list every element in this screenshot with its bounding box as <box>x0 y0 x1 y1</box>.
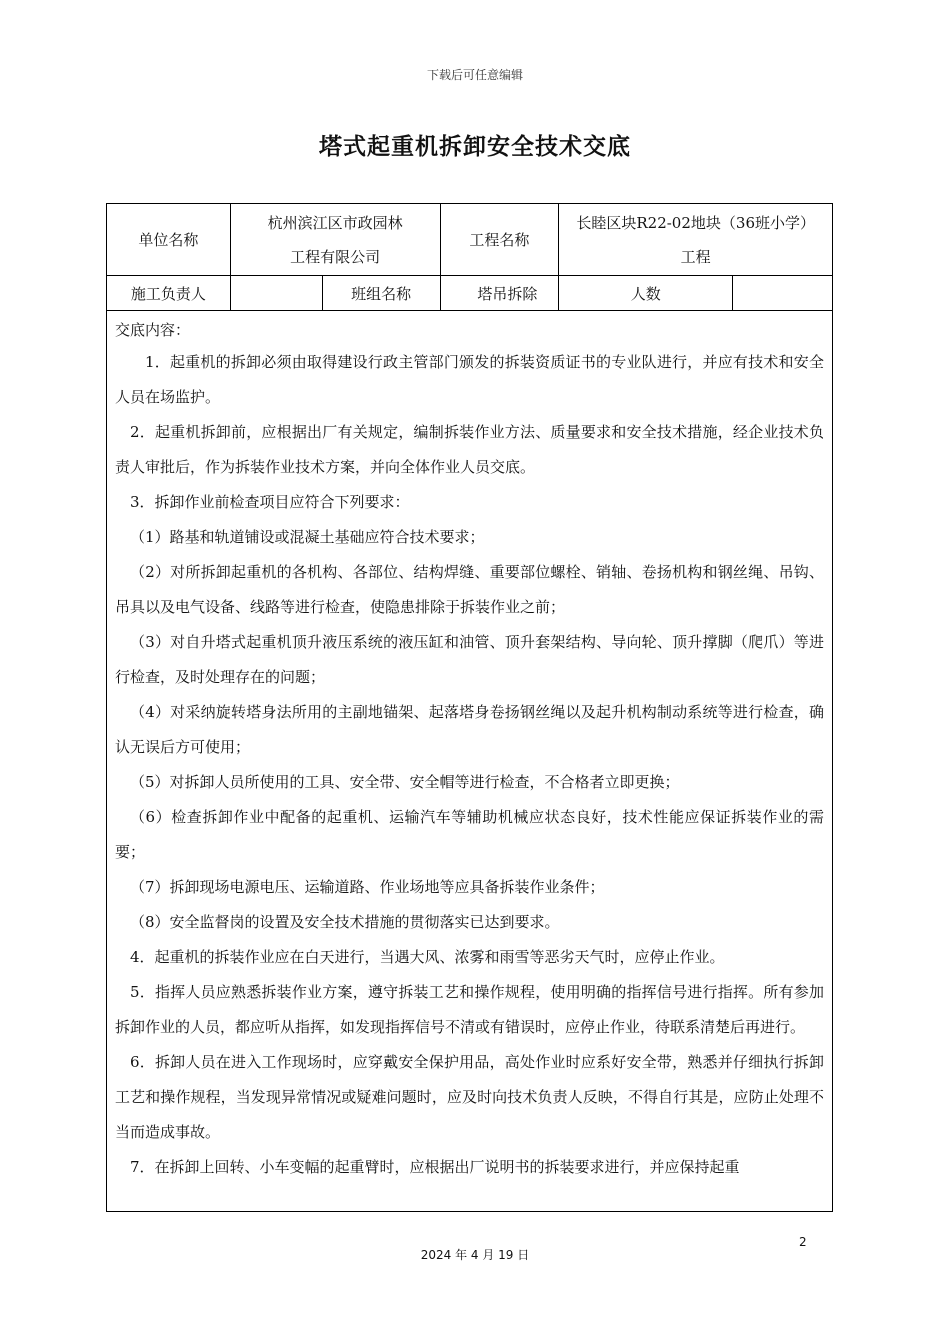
content-paragraph: （1）路基和轨道铺设或混凝土基础应符合技术要求； <box>130 528 485 546</box>
unit-value-line2: 工程有限公司 <box>290 247 381 266</box>
content-paragraph: 3．拆卸作业前检查项目应符合下列要求： <box>130 493 410 511</box>
content-paragraph: 5．指挥人员应熟悉拆装作业方案，遵守拆装工艺和操作规程，使用明确的指挥信号进行指挥。所有参加拆卸作业的人员，都应听从指挥，如发现指挥信号不清或有错误时，应停止作业，待联系清楚后再进行。 <box>115 983 824 1036</box>
content-paragraph: （8）安全监督岗的设置及安全技术措施的贯彻落实已达到要求。 <box>130 913 560 931</box>
count-label: 人数 <box>559 276 733 311</box>
team-label: 班组名称 <box>322 276 440 311</box>
content-paragraph: 1．起重机的拆卸必须由取得建设行政主管部门颁发的拆装资质证书的专业队进行，并应有技术和安全人员在场监护。 <box>115 353 824 406</box>
page-number: 2 <box>799 1235 807 1249</box>
content-paragraph: （3）对自升塔式起重机顶升液压系统的液压缸和油管、顶升套架结构、导向轮、顶升撑脚（爬爪）等进行检查，及时处理存在的问题； <box>115 633 824 686</box>
unit-value-line1: 杭州滨江区市政园林 <box>267 213 403 232</box>
unit-value <box>230 204 440 276</box>
project-value <box>559 204 833 276</box>
content-paragraph: 4．起重机的拆装作业应在白天进行，当遇大风、浓雾和雨雪等恶劣天气时，应停止作业。 <box>130 948 725 966</box>
content-label: 交底内容： <box>115 321 191 339</box>
content-paragraph: 2．起重机拆卸前，应根据出厂有关规定，编制拆装作业方法、质量要求和安全技术措施，经企业技术负责人审批后，作为拆装作业技术方案，并向全体作业人员交底。 <box>115 423 824 476</box>
unit-label: 单位名称 <box>107 204 231 276</box>
project-value-line1: 长睦区块R22-02地块（36班小学） <box>576 213 815 232</box>
content-paragraph: （4）对采纳旋转塔身法所用的主副地锚架、起落塔身卷扬钢丝绳以及起升机构制动系统等进行检查，确认无误后方可使用； <box>115 703 824 756</box>
document-title: 塔式起重机拆卸安全技术交底 <box>319 134 631 160</box>
content-paragraph: （5）对拆卸人员所使用的工具、安全带、安全帽等进行检查，不合格者立即更换； <box>130 773 680 791</box>
count-value <box>733 276 833 311</box>
footer-date: 2024 年 4 月 19 日 <box>420 1248 530 1262</box>
leader-value <box>230 276 322 311</box>
content-paragraph: （2）对所拆卸起重机的各机构、各部位、结构焊缝、重要部位螺栓、销轴、卷扬机构和钢丝绳、吊钩、吊具以及电气设备、线路等进行检查，使隐患排除于拆装作业之前； <box>115 563 824 616</box>
content-paragraph: （6）检查拆卸作业中配备的起重机、运输汽车等辅助机械应状态良好，技术性能应保证拆装作业的需要； <box>115 808 824 861</box>
info-table <box>106 203 833 311</box>
leader-label: 施工负责人 <box>107 276 231 311</box>
content-paragraph: （7）拆卸现场电源电压、运输道路、作业场地等应具备拆装作业条件； <box>130 878 605 896</box>
project-label: 工程名称 <box>440 204 559 276</box>
content-paragraph: 6．拆卸人员在进入工作现场时，应穿戴安全保护用品，高处作业时应系好安全带，熟悉并仔细执行拆卸工艺和操作规程，当发现异常情况或疑难问题时，应及时向技术负责人反映，不得自行其是，应防止处理不当而造成事故。 <box>115 1053 824 1141</box>
team-value: 塔吊拆除 <box>440 276 559 311</box>
project-value-line2: 工程 <box>680 247 711 266</box>
content-box <box>106 311 833 1212</box>
content-paragraph: 7．在拆卸上回转、小车变幅的起重臂时，应根据出厂说明书的拆装要求进行，并应保持起重 <box>130 1158 740 1176</box>
header-note: 下载后可任意编辑 <box>426 68 523 82</box>
